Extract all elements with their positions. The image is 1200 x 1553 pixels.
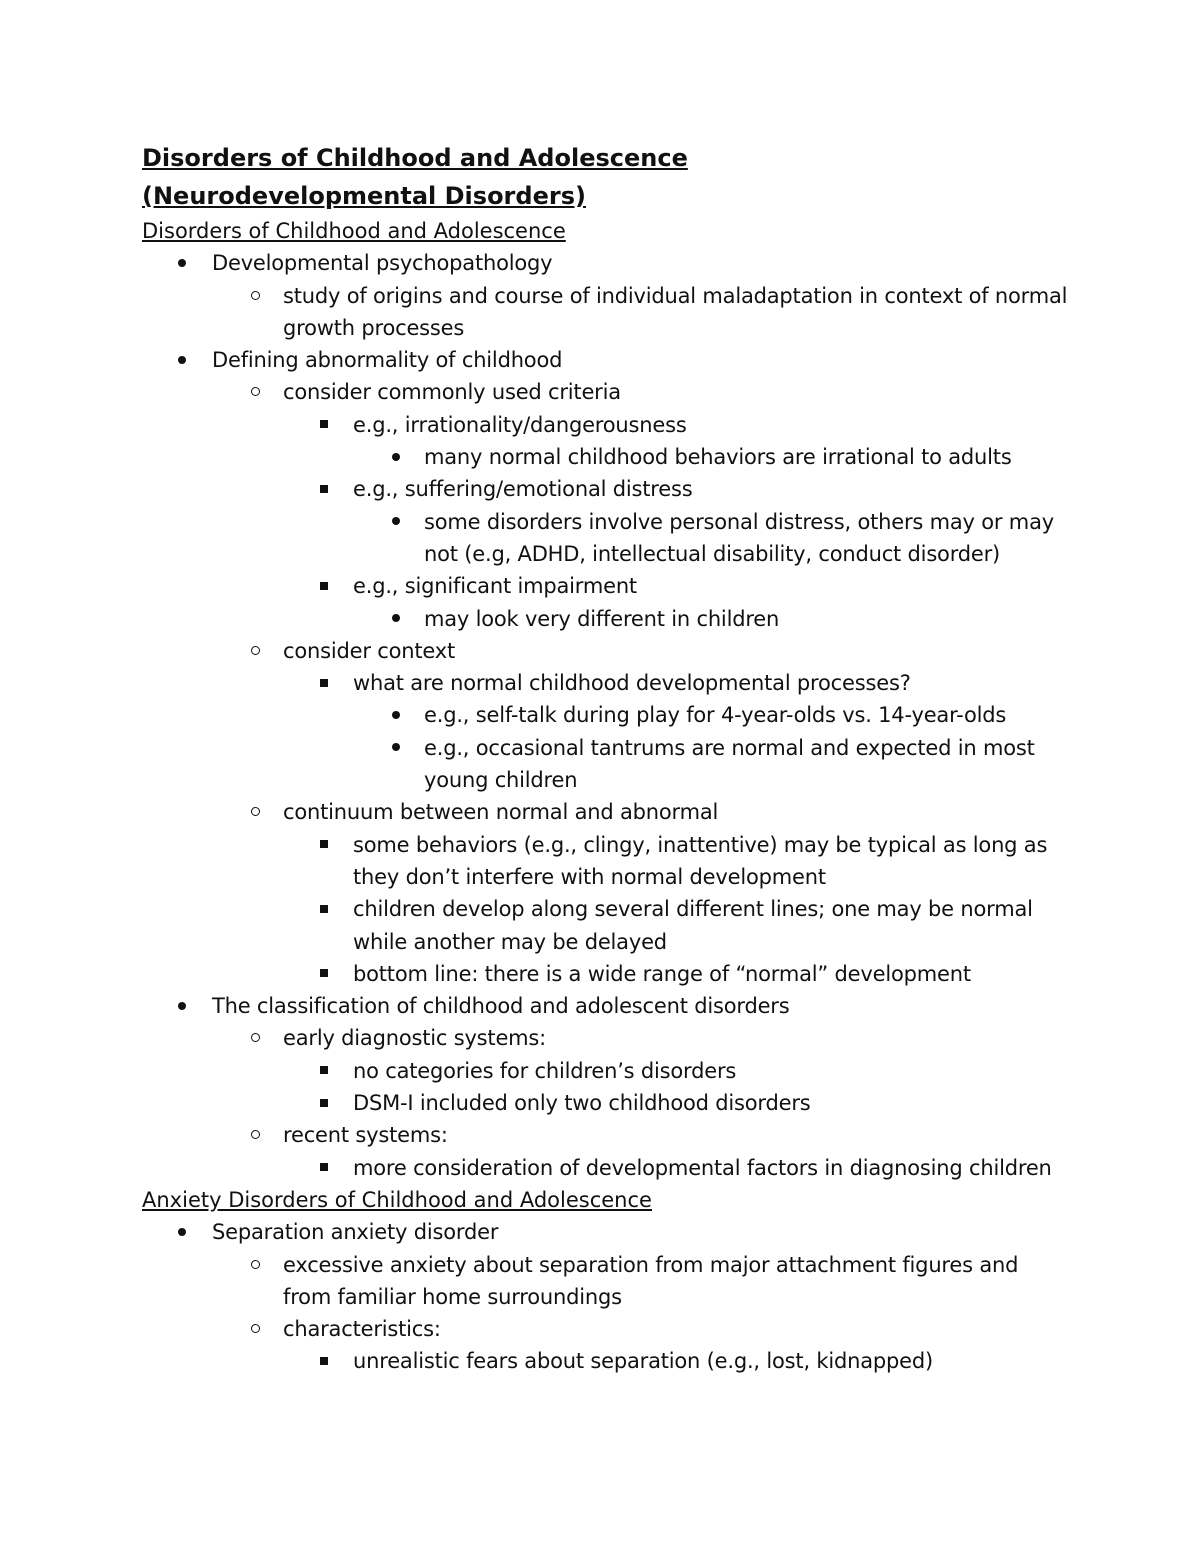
- document-body: [142, 215, 1072, 1378]
- bullet-square-icon: [320, 420, 328, 428]
- list-item-text: DSM-I included only two childhood disorders: [353, 1091, 811, 1116]
- list-item-text: Defining abnormality of childhood: [212, 348, 563, 373]
- list-item: [142, 1055, 1072, 1087]
- bullet-marker: [172, 990, 192, 1022]
- list-item-text: more consideration of developmental factors in diagnosing children: [353, 1155, 1052, 1180]
- bullet-dot-icon: [392, 614, 400, 622]
- bullet-marker: [386, 441, 406, 473]
- list-item-text: The classification of childhood and adolescent disorders: [212, 994, 790, 1019]
- bullet-marker: [245, 1249, 265, 1281]
- list-item-text: early diagnostic systems:: [283, 1026, 547, 1051]
- bullet-dot-icon: [392, 517, 400, 525]
- list-item-text: unrealistic fears about separation (e.g., lost, kidnapped): [353, 1349, 933, 1374]
- list-item-text: e.g., irrationality/dangerousness: [353, 412, 687, 437]
- bullet-circle-icon: [251, 807, 260, 816]
- bullet-marker: [314, 893, 334, 925]
- bullet-marker: [314, 409, 334, 441]
- bullet-square-icon: [320, 840, 328, 848]
- bullet-marker: [245, 280, 265, 312]
- bullet-marker: [314, 570, 334, 602]
- bullet-circle-icon: [251, 1324, 260, 1333]
- bullet-square-icon: [320, 485, 328, 493]
- bullet-circle-icon: [251, 1260, 260, 1269]
- list-item: [142, 409, 1072, 441]
- document-title: Disorders of Childhood and Adolescence (Neurodevelopmental Disorders): [142, 144, 688, 210]
- bullet-marker: [245, 635, 265, 667]
- bullet-square-icon: [320, 582, 328, 590]
- bullet-marker: [386, 603, 406, 635]
- list-item-text: e.g., significant impairment: [353, 574, 637, 599]
- list-item-text: continuum between normal and abnormal: [283, 800, 719, 825]
- list-item: [142, 1119, 1072, 1151]
- bullet-marker: [386, 506, 406, 538]
- list-item-text: characteristics:: [283, 1317, 441, 1342]
- bullet-dot-icon: [392, 453, 400, 461]
- section-heading: Anxiety Disorders of Childhood and Adolescence: [142, 1187, 652, 1212]
- bullet-dot-icon: [178, 1002, 186, 1010]
- list-item: [142, 1022, 1072, 1054]
- list-item: [142, 667, 1072, 699]
- list-item: [142, 893, 1072, 958]
- bullet-marker: [314, 1055, 334, 1087]
- bullet-square-icon: [320, 1099, 328, 1107]
- list-item-text: what are normal childhood developmental processes?: [353, 671, 911, 696]
- bullet-circle-icon: [251, 1033, 260, 1042]
- bullet-dot-icon: [392, 711, 400, 719]
- list-item-text: some disorders involve personal distress, others may or may not (e.g, ADHD, intellectual disability, conduct disorder): [424, 509, 1054, 566]
- list-item: [142, 699, 1072, 731]
- bullet-dot-icon: [178, 356, 186, 364]
- list-item-text: e.g., self-talk during play for 4-year-olds vs. 14-year-olds: [424, 703, 1007, 728]
- bullet-marker: [314, 1087, 334, 1119]
- list-item: [142, 1216, 1072, 1248]
- bullet-marker: [314, 667, 334, 699]
- list-item-text: many normal childhood behaviors are irrational to adults: [424, 445, 1012, 470]
- bullet-marker: [172, 247, 192, 279]
- bullet-circle-icon: [251, 1130, 260, 1139]
- list-item-text: Developmental psychopathology: [212, 251, 553, 276]
- list-item-text: consider commonly used criteria: [283, 380, 621, 405]
- list-item: [142, 1345, 1072, 1377]
- bullet-marker: [172, 1216, 192, 1248]
- bullet-square-icon: [320, 679, 328, 687]
- bullet-dot-icon: [178, 1228, 186, 1236]
- bullet-dot-icon: [392, 743, 400, 751]
- list-item-text: consider context: [283, 638, 455, 663]
- bullet-marker: [245, 1022, 265, 1054]
- list-item: [142, 344, 1072, 376]
- bullet-circle-icon: [251, 387, 260, 396]
- list-item: [142, 376, 1072, 408]
- list-item: [142, 473, 1072, 505]
- bullet-square-icon: [320, 1066, 328, 1074]
- bullet-marker: [386, 699, 406, 731]
- list-item: [142, 506, 1072, 571]
- list-item: [142, 280, 1072, 345]
- list-item-text: may look very different in children: [424, 606, 780, 631]
- bullet-marker: [245, 376, 265, 408]
- bullet-marker: [245, 1119, 265, 1151]
- document-page: [142, 139, 1072, 1378]
- list-item: [142, 796, 1072, 828]
- bullet-marker: [314, 1345, 334, 1377]
- bullet-square-icon: [320, 1357, 328, 1365]
- bullet-marker: [172, 344, 192, 376]
- list-item: [142, 570, 1072, 602]
- bullet-marker: [245, 1313, 265, 1345]
- bullet-marker: [386, 732, 406, 764]
- list-item-text: e.g., occasional tantrums are normal and expected in most young children: [424, 735, 1035, 793]
- bullet-square-icon: [320, 905, 328, 913]
- list-item: [142, 829, 1072, 894]
- bullet-marker: [314, 473, 334, 505]
- list-item-text: recent systems:: [283, 1123, 448, 1148]
- bullet-circle-icon: [251, 646, 260, 655]
- list-item: [142, 1313, 1072, 1345]
- list-item-text: Separation anxiety disorder: [212, 1220, 499, 1245]
- section-heading: Disorders of Childhood and Adolescence: [142, 219, 566, 243]
- list-item-text: no categories for children’s disorders: [353, 1058, 737, 1083]
- bullet-dot-icon: [178, 259, 186, 267]
- list-item-text: some behaviors (e.g., clingy, inattentive) may be typical as long as they don’t interfere with normal development: [353, 832, 1048, 889]
- list-item: [142, 958, 1072, 990]
- list-item: [142, 990, 1072, 1022]
- list-item-text: excessive anxiety about separation from major attachment figures and from familiar home surroundings: [283, 1252, 1019, 1309]
- bullet-marker: [314, 1152, 334, 1184]
- bullet-marker: [314, 829, 334, 861]
- bullet-circle-icon: [251, 291, 260, 300]
- list-item: [142, 635, 1072, 667]
- list-item: [142, 732, 1072, 797]
- list-item: [142, 247, 1072, 279]
- list-item: [142, 1249, 1072, 1314]
- list-item: [142, 1087, 1072, 1119]
- list-item-text: bottom line: there is a wide range of “normal” development: [353, 961, 971, 986]
- list-item: [142, 603, 1072, 635]
- bullet-marker: [245, 796, 265, 828]
- list-item-text: e.g., suffering/emotional distress: [353, 477, 693, 502]
- list-item-text: study of origins and course of individual maladaptation in context of normal growth processes: [283, 283, 1068, 340]
- list-item-text: children develop along several different lines; one may be normal while another may be delayed: [353, 897, 1033, 954]
- list-item: [142, 441, 1072, 473]
- bullet-marker: [314, 958, 334, 990]
- bullet-square-icon: [320, 969, 328, 977]
- list-item: [142, 1152, 1072, 1184]
- bullet-square-icon: [320, 1163, 328, 1171]
